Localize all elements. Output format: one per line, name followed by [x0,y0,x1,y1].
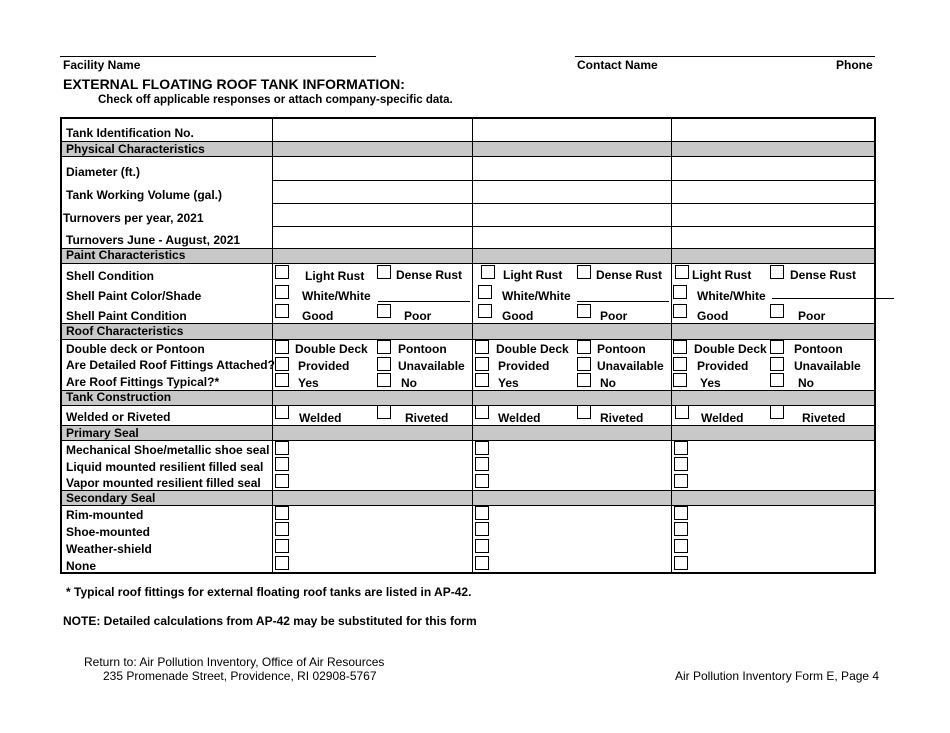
row-line [61,505,875,506]
checkbox-none[interactable] [674,556,688,570]
label-shell-condition: Shell Condition [66,269,154,283]
facility-name-line [60,56,376,57]
phone-label: Phone [836,58,873,72]
checkbox-shoe-mounted[interactable] [275,522,289,536]
label-turnovers-summer: Turnovers June - August, 2021 [66,233,241,247]
label-roof: Roof Characteristics [66,324,184,338]
checkbox-shoe-mounted[interactable] [475,522,489,536]
label-turnovers-year: Turnovers per year, 2021 [63,211,204,225]
label-volume: Tank Working Volume (gal.) [66,188,223,202]
label-paint: Paint Characteristics [66,248,186,262]
label-rim-mounted: Rim-mounted [66,508,144,522]
label-primary-seal: Primary Seal [66,426,139,440]
option-unavailable: Unavailable [794,359,861,373]
option-pontoon: Pontoon [398,342,447,356]
checkbox-white-white[interactable] [275,285,289,299]
contact-name-line [575,56,875,57]
checkbox-unavailable[interactable] [377,357,391,371]
checkbox-no[interactable] [577,373,591,387]
label-welded-riveted: Welded or Riveted [66,410,171,424]
row-line [61,263,875,264]
row-line [272,180,875,181]
checkbox-riveted[interactable] [577,405,591,419]
checkbox-good[interactable] [478,304,492,318]
checkbox-vapor-mounted[interactable] [674,474,688,488]
checkbox-double-deck[interactable] [475,340,489,354]
row-line [272,226,875,227]
row-line [61,425,875,426]
option-dense-rust: Dense Rust [596,268,663,282]
checkbox-good[interactable] [673,304,687,318]
option-yes: Yes [298,376,319,390]
contact-name-label: Contact Name [577,58,658,72]
form-page-id: Air Pollution Inventory Form E, Page 4 [675,669,880,683]
return-address-line2: 235 Promenade Street, Providence, RI 02908-5767 [103,669,377,683]
label-tank-id: Tank Identification No. [66,126,194,140]
row-line [61,490,875,491]
option-provided: Provided [697,359,749,373]
option-good: Good [697,309,729,323]
checkbox-pontoon[interactable] [577,340,591,354]
checkbox-good[interactable] [275,304,289,318]
checkbox-white-white[interactable] [673,285,687,299]
checkbox-light-rust[interactable] [275,265,289,279]
checkbox-weather-shield[interactable] [475,539,489,553]
note-ap42: NOTE: Detailed calculations from AP-42 may be substituted for this form [63,614,477,628]
option-good: Good [302,309,334,323]
option-riveted: Riveted [802,411,846,425]
checkbox-double-deck[interactable] [275,340,289,354]
checkbox-welded[interactable] [275,405,289,419]
facility-name-label: Facility Name [63,58,141,72]
checkbox-vapor-mounted[interactable] [475,474,489,488]
checkbox-weather-shield[interactable] [275,539,289,553]
option-light-rust: Light Rust [692,268,752,282]
label-shoe-mounted: Shoe-mounted [66,525,150,539]
checkbox-dense-rust[interactable] [770,265,784,279]
checkbox-rim-mounted[interactable] [275,506,289,520]
option-double-deck: Double Deck [694,342,767,356]
option-poor: Poor [404,309,432,323]
color-entry-line[interactable] [378,301,470,302]
checkbox-liquid-mounted[interactable] [674,457,688,471]
row-line [61,339,875,340]
option-white-white: White/White [502,289,571,303]
checkbox-pontoon[interactable] [377,340,391,354]
row-line [61,440,875,441]
checkbox-unavailable[interactable] [770,357,784,371]
label-weather-shield: Weather-shield [66,542,152,556]
option-unavailable: Unavailable [597,359,664,373]
checkbox-provided[interactable] [475,357,489,371]
label-shell-color: Shell Paint Color/Shade [66,289,202,303]
option-no: No [798,376,814,390]
checkbox-yes[interactable] [673,373,687,387]
checkbox-welded[interactable] [675,405,689,419]
option-light-rust: Light Rust [503,268,563,282]
form-title: EXTERNAL FLOATING ROOF TANK INFORMATION: [63,76,405,92]
checkbox-mech-shoe[interactable] [475,441,489,455]
checkbox-white-white[interactable] [478,285,492,299]
label-deck: Double deck or Pontoon [66,342,205,356]
row-line [272,203,875,204]
checkbox-rim-mounted[interactable] [674,506,688,520]
checkbox-pontoon[interactable] [770,340,784,354]
checkbox-yes[interactable] [275,373,289,387]
checkbox-light-rust[interactable] [481,265,495,279]
option-yes: Yes [498,376,519,390]
checkbox-provided[interactable] [275,357,289,371]
label-none: None [66,559,96,573]
option-pontoon: Pontoon [794,342,843,356]
checkbox-weather-shield[interactable] [674,539,688,553]
option-welded: Welded [701,411,744,425]
return-address-line1: Return to: Air Pollution Inventory, Office of Air Resources [84,655,385,669]
option-provided: Provided [298,359,350,373]
option-double-deck: Double Deck [295,342,368,356]
option-welded: Welded [498,411,541,425]
label-construction: Tank Construction [66,390,172,404]
row-line [61,405,875,406]
label-diameter: Diameter (ft.) [66,165,141,179]
option-white-white: White/White [302,289,371,303]
option-welded: Welded [299,411,342,425]
checkbox-poor[interactable] [770,304,784,318]
checkbox-poor[interactable] [377,304,391,318]
row-line [61,156,875,157]
checkbox-light-rust[interactable] [675,265,689,279]
option-no: No [600,376,616,390]
checkbox-mech-shoe[interactable] [674,441,688,455]
checkbox-liquid-mounted[interactable] [275,457,289,471]
color-entry-line[interactable] [577,301,669,302]
checkbox-unavailable[interactable] [577,357,591,371]
checkbox-riveted[interactable] [770,405,784,419]
label-shell-paint-condition: Shell Paint Condition [66,309,187,323]
checkbox-mech-shoe[interactable] [275,441,289,455]
option-poor: Poor [798,309,826,323]
option-dense-rust: Dense Rust [396,268,463,282]
label-physical: Physical Characteristics [66,142,205,156]
option-provided: Provided [498,359,550,373]
option-pontoon: Pontoon [597,342,646,356]
checkbox-double-deck[interactable] [673,340,687,354]
checkbox-yes[interactable] [475,373,489,387]
label-vapor-mounted: Vapor mounted resilient filled seal [66,476,261,490]
option-light-rust: Light Rust [305,269,365,283]
label-mech-shoe: Mechanical Shoe/metallic shoe seal [66,443,270,457]
color-entry-line[interactable] [772,298,894,299]
option-double-deck: Double Deck [496,342,569,356]
form-instruction: Check off applicable responses or attach company-specific data. [98,94,453,106]
label-fittings-attached: Are Detailed Roof Fittings Attached? [66,358,275,372]
checkbox-welded[interactable] [475,405,489,419]
checkbox-provided[interactable] [673,357,687,371]
label-fittings-typical: Are Roof Fittings Typical?* [66,375,220,389]
option-good: Good [502,309,534,323]
option-riveted: Riveted [405,411,449,425]
option-dense-rust: Dense Rust [790,268,857,282]
checkbox-dense-rust[interactable] [377,265,391,279]
option-riveted: Riveted [600,411,644,425]
footnote-typical-fittings: * Typical roof fittings for external floating roof tanks are listed in AP-42. [66,585,472,599]
label-liquid-mounted: Liquid mounted resilient filled seal [66,460,264,474]
checkbox-dense-rust[interactable] [577,265,591,279]
option-yes: Yes [700,376,721,390]
option-unavailable: Unavailable [398,359,465,373]
option-no: No [401,376,417,390]
checkbox-none[interactable] [475,556,489,570]
checkbox-rim-mounted[interactable] [475,506,489,520]
option-poor: Poor [600,309,628,323]
checkbox-no[interactable] [377,373,391,387]
checkbox-shoe-mounted[interactable] [674,522,688,536]
checkbox-vapor-mounted[interactable] [275,474,289,488]
checkbox-none[interactable] [275,556,289,570]
checkbox-poor[interactable] [577,304,591,318]
label-secondary-seal: Secondary Seal [66,491,156,505]
option-white-white: White/White [697,289,766,303]
checkbox-no[interactable] [770,373,784,387]
checkbox-riveted[interactable] [377,405,391,419]
checkbox-liquid-mounted[interactable] [475,457,489,471]
row-line [61,390,875,391]
